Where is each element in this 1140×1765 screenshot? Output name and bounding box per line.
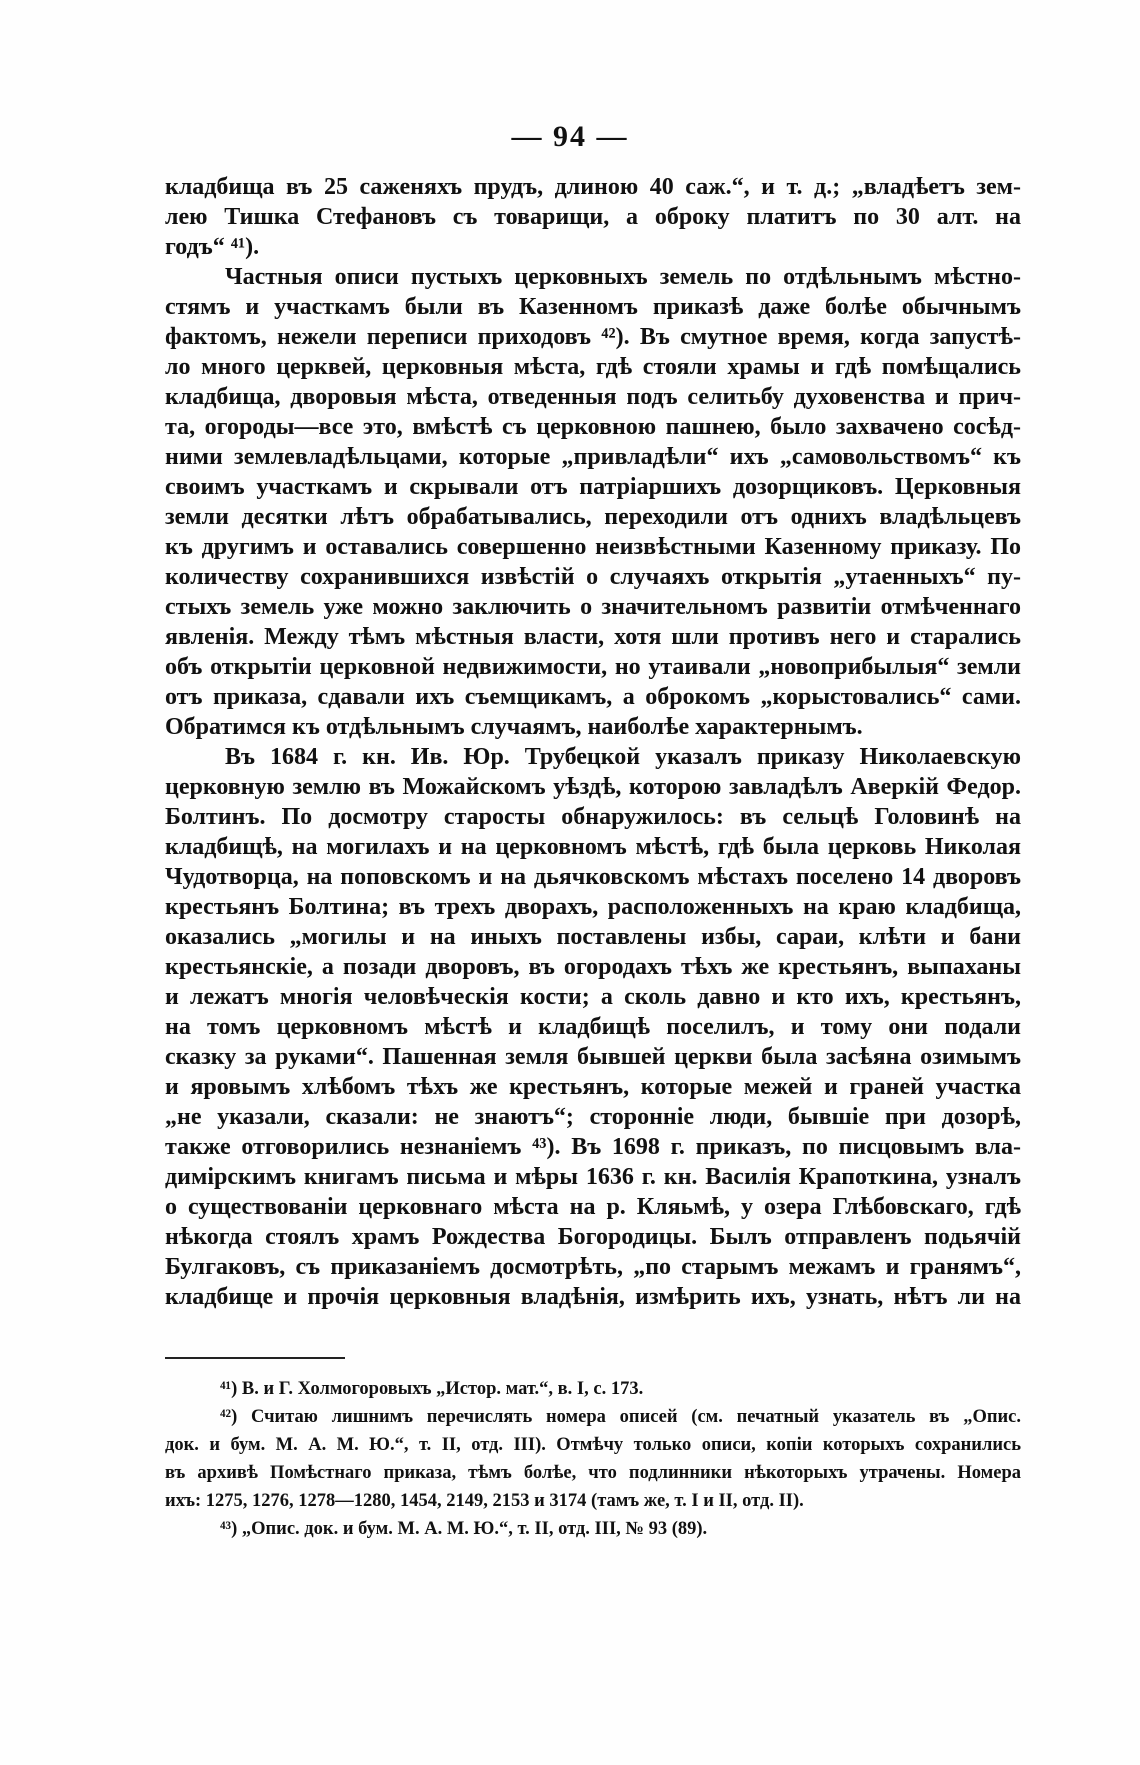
text-line: явленія. Между тѣмъ мѣстныя власти, хотя шли противъ него и старались <box>165 624 1021 650</box>
text-line: объ открытіи церковной недвижимости, но утаивали „новоприбылыя“ земли <box>165 654 1021 680</box>
text-line: димірскимъ книгамъ письма и мѣры 1636 г. кн. Василія Крапоткина, узналъ <box>165 1164 1021 1190</box>
text-line: Обратимся къ отдѣльнымъ случаямъ, наиболѣе характернымъ. <box>165 714 863 740</box>
text-line: оказались „могилы и на иныхъ поставлены избы, сараи, клѣти и бани <box>165 924 1021 950</box>
text-line: Булгаковъ, съ приказаніемъ досмотрѣть, „по старымъ межамъ и гранямъ“, <box>165 1254 1021 1280</box>
text-line: Болтинъ. По досмотру старосты обнаружилось: въ сельцѣ Головинѣ на <box>165 804 1021 830</box>
text-line: „не указали, сказали: не знаютъ“; сторонніе люди, бывшіе при дозорѣ, <box>165 1104 1021 1130</box>
text-line: фактомъ, нежели переписи приходовъ ⁴²). Въ смутное время, когда запустѣ- <box>165 324 1021 350</box>
paragraph-start-line: Въ 1684 г. кн. Ив. Юр. Трубецкой указалъ приказу Николаевскую <box>225 744 1021 770</box>
text-line: крестьянскіе, а позади дворовъ, въ огородахъ тѣхъ же крестьянъ, выпаханы <box>165 954 1021 980</box>
text-line: Чудотворца, на поповскомъ и на дьячковскомъ мѣстахъ поселено 14 дворовъ <box>165 864 1021 890</box>
text-line: годъ“ ⁴¹). <box>165 234 260 260</box>
text-line: кладбища, дворовыя мѣста, отведенныя подъ селитьбу духовенства и прич- <box>165 384 1021 410</box>
text-line: и яровымъ хлѣбомъ тѣхъ же крестьянъ, которые межей и граней участка <box>165 1074 1021 1100</box>
text-line: кладбищѣ, на могилахъ и на церковномъ мѣстѣ, гдѣ была церковь Николая <box>165 834 1021 860</box>
text-line: также отговорились незнаніемъ ⁴³). Въ 1698 г. приказъ, по писцовымъ вла- <box>165 1134 1021 1160</box>
footnote-42: ⁴²) Считаю лишнимъ перечислять номера описей (см. печатный указатель въ „Опис. <box>220 1407 1021 1427</box>
text-line: кладбище и прочія церковныя владѣнія, измѣрить ихъ, узнать, нѣтъ ли на <box>165 1284 1021 1310</box>
footnote-41: ⁴¹) В. и Г. Холмогоровыхъ „Истор. мат.“, в. I, с. 173. <box>220 1379 644 1399</box>
text-line: на томъ церковномъ мѣстѣ и кладбищѣ поселилъ, и тому они подали <box>165 1014 1021 1040</box>
paragraph-start-line: Частныя описи пустыхъ церковныхъ земель по отдѣльнымъ мѣстно- <box>225 264 1021 290</box>
footnote-42-cont: въ архивѣ Помѣстнаго приказа, тѣмъ болѣе, что подлинники нѣкоторыхъ утрачены. Номера <box>165 1463 1021 1483</box>
footnote-42-cont: док. и бум. М. А. М. Ю.“, т. II, отд. III). Отмѣчу только описи, копіи которыхъ сохранились <box>165 1435 1021 1455</box>
text-line: кладбища въ 25 саженяхъ прудъ, длиною 40 саж.“, и т. д.; „владѣетъ зем- <box>165 174 1021 200</box>
text-line: стыхъ земель уже можно заключить о значительномъ развитіи отмѣченнаго <box>165 594 1021 620</box>
body-text <box>165 172 1021 1312</box>
footnote-42-cont: ихъ: 1275, 1276, 1278—1280, 1454, 2149, 2153 и 3174 (тамъ же, т. I и II, отд. II). <box>165 1491 804 1511</box>
text-line: нѣкогда стоялъ храмъ Рождества Богородицы. Былъ отправленъ подьячій <box>165 1224 1021 1250</box>
text-line: лею Тишка Стефановъ съ товарищи, а оброку платитъ по 30 алт. на <box>165 204 1021 230</box>
footnote-43: ⁴³) „Опис. док. и бум. М. А. М. Ю.“, т. II, отд. III, № 93 (89). <box>220 1519 708 1539</box>
text-line: о существованіи церковнаго мѣста на р. Кляьмѣ, у озера Глѣбовскаго, гдѣ <box>165 1194 1021 1220</box>
text-line: церковную землю въ Можайскомъ уѣздѣ, которою завладѣлъ Аверкій Федор. <box>165 774 1021 800</box>
footnote-divider <box>165 1357 345 1359</box>
text-line: отъ приказа, сдавали ихъ съемщикамъ, а оброкомъ „корыстовались“ сами. <box>165 684 1021 710</box>
footnotes <box>165 1375 1021 1543</box>
text-line: сказку за руками“. Пашенная земля бывшей церкви была засѣяна озимымъ <box>165 1044 1021 1070</box>
text-line: ними землевладѣльцами, которые „привладѣли“ ихъ „самовольствомъ“ къ <box>165 444 1021 470</box>
text-line: и лежатъ многія человѣческія кости; а сколь давно и кто ихъ, крестьянъ, <box>165 984 1021 1010</box>
page-number: — 94 — <box>511 120 629 153</box>
text-line: своимъ участкамъ и скрывали отъ патріаршихъ дозорщиковъ. Церковныя <box>165 474 1021 500</box>
text-line: стямъ и участкамъ были въ Казенномъ приказѣ даже болѣе обычнымъ <box>165 294 1021 320</box>
text-line: ло много церквей, церковныя мѣста, гдѣ стояли храмы и гдѣ помѣщались <box>165 354 1021 380</box>
text-line: та, огороды—все это, вмѣстѣ съ церковною пашнею, было захвачено сосѣд- <box>165 414 1021 440</box>
text-line: количеству сохранившихся извѣстій о случаяхъ открытія „утаенныхъ“ пу- <box>165 564 1021 590</box>
text-line: къ другимъ и оставались совершенно неизвѣстными Казенному приказу. По <box>165 534 1021 560</box>
text-line: земли десятки лѣтъ обрабатывались, переходили отъ однихъ владѣльцевъ <box>165 504 1021 530</box>
text-line: крестьянъ Болтина; въ трехъ дворахъ, расположенныхъ на краю кладбища, <box>165 894 1021 920</box>
